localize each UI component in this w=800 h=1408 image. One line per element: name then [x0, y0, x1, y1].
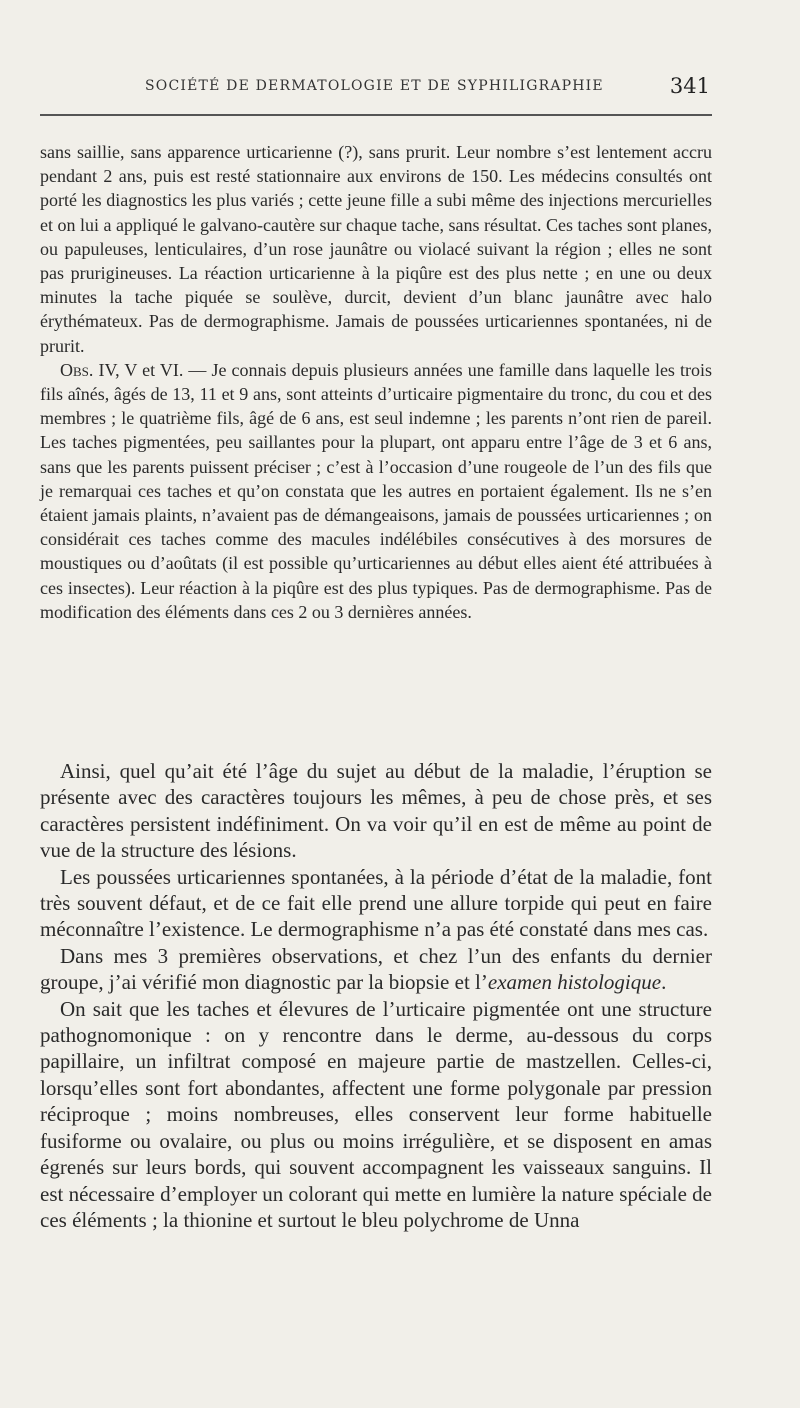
paragraph-poussees: Les poussées urticariennes spontanées, à la période d’état de la maladie, font très souvent défaut, et de ce fait elle prend une allure torpide qui peut en faire méconnaître l’existence. Le dermographisme n’a pas été constaté dans mes cas.: [40, 864, 712, 942]
running-head: SOCIÉTÉ DE DERMATOLOGIE ET DE SYPHILIGRAPHIE: [145, 78, 604, 94]
header-rule: [40, 114, 712, 116]
paragraph-structure: On sait que les taches et élevures de l’urticaire pigmentée ont une structure pathognomonique : on y rencontre dans le derme, au-dessous du corps papillaire, un infiltrat composé en majeure partie de mastzellen. Celles-ci, lorsqu’elles sont fort abondantes, affectent une forme polygonale par pression réciproque ; moins nombreuses, elles conservent leur forme habituelle fusiforme ou ovalaire, ou plus ou moins irrégulière, et se disposent en amas égrenés sur leurs bords, qui souvent accompagnent les vaisseaux sanguins. Il est nécessaire d’employer un colorant qui mette en lumière la nature spéciale de ces éléments ; la thionine et surtout le bleu polychrome de Unna: [40, 996, 712, 1232]
paragraph-continuation: sans saillie, sans apparence urticarienne (?), sans prurit. Leur nombre s’est lentement accru pendant 2 ans, puis est resté stationnaire aux environs de 150. Les médecins consultés ont porté les diagnostics les plus variés ; cette jeune fille a subi même des injections mercurielles et on lui a appliqué le galvano-cautère sur chaque tache, sans résultat. Ces taches sont planes, ou papuleuses, lenticulaires, d’un rose jaunâtre ou violacé suivant la région ; elles ne sont pas prurigineuses. La réaction urticarienne à la piqûre est des plus nette ; en une ou deux minutes la tache piquée se soulève, durcit, devient d’un blanc jaunâtre avec halo érythémateux. Pas de dermographisme. Jamais de poussées urticariennes spontanées, ni de prurit.: [40, 142, 712, 356]
page-header: [40, 76, 710, 102]
emphasis-examen: examen histologique: [487, 970, 662, 995]
biopsie-end: .: [661, 970, 667, 995]
paragraph-ainsi: Ainsi, quel qu’ait été l’âge du sujet au début de la maladie, l’éruption se présente avec des caractères toujours les mêmes, à peu de chose près, et ses caractères persistent indéfiniment. On va voir qu’il en est de même au point de vue de la structure des lésions.: [40, 759, 712, 863]
biopsie-text: Dans mes 3 premières observations, et chez l’un des enfants du dernier groupe, j’ai vérifié mon diagnostic par la biopsie et l’: [40, 943, 712, 995]
observation-text: [40, 140, 712, 624]
page-number: 341: [669, 74, 710, 98]
paragraph-observation: [40, 358, 712, 624]
observation-body: IV, V et VI. — Je connais depuis plusieurs années une famille dans laquelle les trois fils aînés, âgés de 13, 11 et 9 ans, sont atteints d’urticaire pigmentaire du tronc, du cou et des membres ; le quatrième fils, âgé de 6 ans, est seul indemne ; les parents n’ont rien de pareil. Les taches pigmentées, peu saillantes pour la plupart, ont apparu entre l’âge de 3 et 6 ans, sans que les parents puissent préciser ; c’est à l’occasion d’une rougeole de l’un des fils que je remarquai ces taches et qu’on constata que les autres en portaient également. Ils ne s’en étaient jamais plaints, n’avaient pas de démangeaisons, jamais de poussées urticariennes ; on considérait ces taches comme des macules indélébiles consécutives à des morsures de moustiques ou d’aoûtats (il est possible qu’urticariennes au début elles aient été attribuées à ces insectes). Leur réaction à la piqûre est des plus typiques. Pas de dermographisme. Pas de modification des éléments dans ces 2 ou 3 dernières années.: [40, 359, 712, 622]
body-text: [40, 758, 712, 1233]
paragraph-biopsie: [40, 943, 712, 996]
obs-label: Obs.: [60, 359, 94, 380]
